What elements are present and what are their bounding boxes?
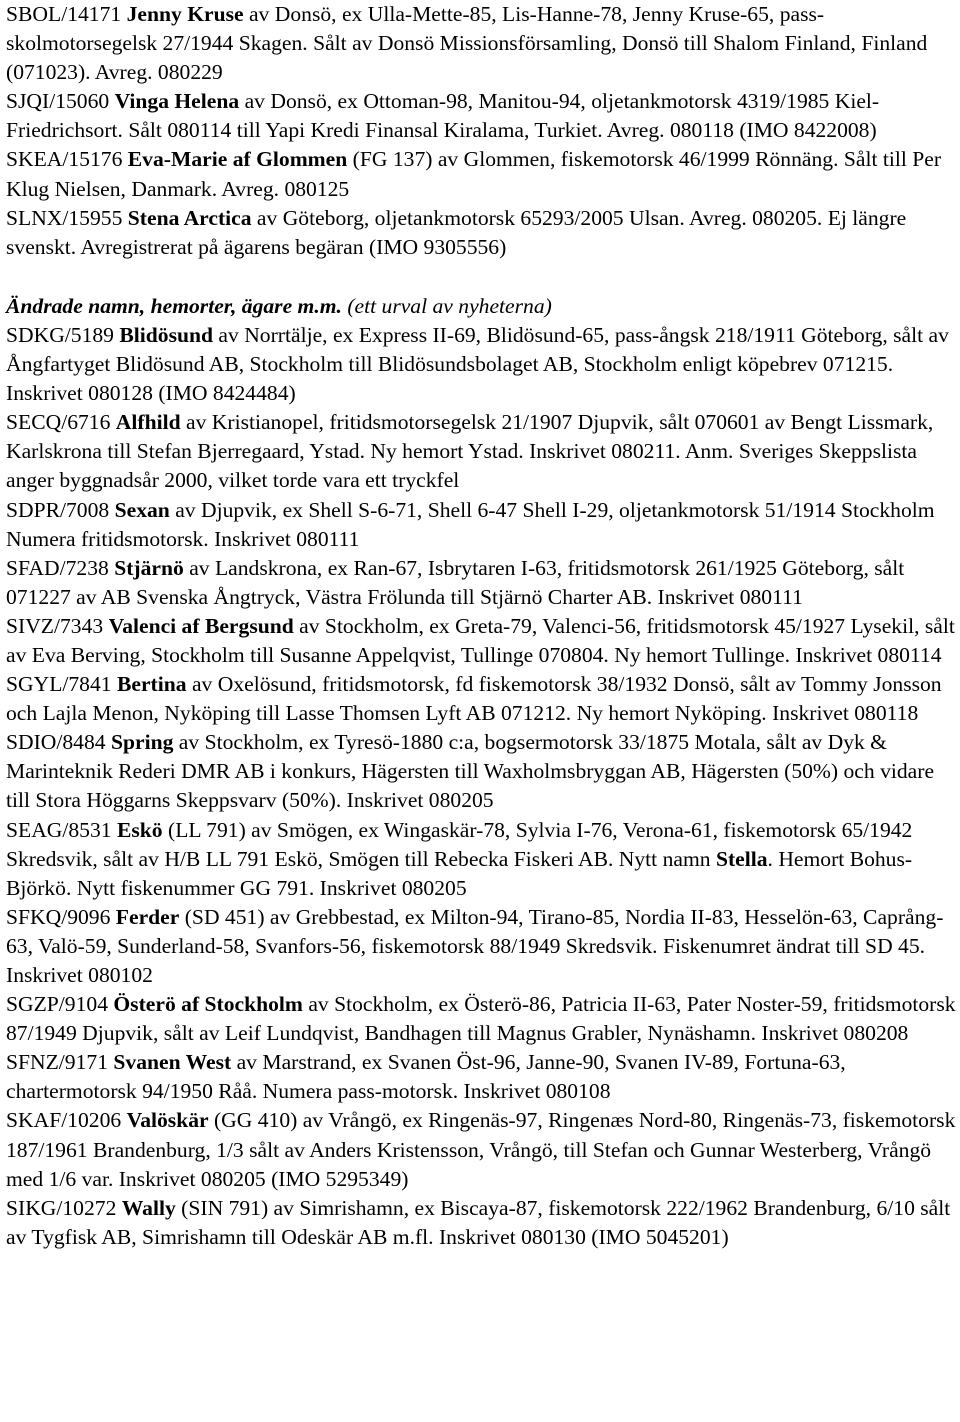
vessel-entry — [6, 496, 956, 554]
vessel-details: av Kristianopel, fritidsmotorsegelsk 21/1907 Djupvik, sålt 070601 av Bengt Lissmark, Karlskrona till Stefan Bjerregaard, Ystad. Ny hemort Ystad. Inskrivet 080211. Anm. Sveriges Skeppslista anger byggnadsår 2000, vilket torde vara ett tryckfel — [6, 410, 934, 493]
call-sign: SIKG/10272 — [6, 1195, 122, 1220]
vessel-name: Valöskär — [126, 1108, 209, 1133]
call-sign: SKEA/15176 — [6, 147, 128, 172]
section-title: Ändrade namn, hemorter, ägare m.m. — [6, 293, 342, 318]
document-page — [6, 0, 956, 1252]
vessel-details: (SIN 791) av Simrishamn, ex Biscaya-87, fiskemotorsk 222/1962 Brandenburg, 6/10 sålt av Tygfisk AB, Simrishamn till Odeskär AB m.fl. Inskrivet 080130 (IMO 5045201) — [6, 1195, 951, 1249]
call-sign: SEAG/8531 — [6, 817, 117, 842]
vessel-entry — [6, 87, 956, 145]
deregistrations-list — [6, 0, 956, 262]
vessel-name: Eva-Marie af Glommen — [127, 147, 348, 172]
vessel-entry — [6, 1048, 956, 1106]
vessel-details: av Stockholm, ex Tyresö-1880 c:a, bogsermotorsk 33/1875 Motala, sålt av Dyk & Marinteknik Rederi DMR AB i konkurs, Hägersten till Waxholmsbryggan AB, Hägersten (50%) och vidare till Stora Höggarns Skeppsvarv (50%). Inskrivet 080205 — [6, 730, 935, 813]
vessel-details: av Stockholm, ex Österö-86, Patricia II-63, Pater Noster-59, fritidsmotorsk 87/1949 Djupvik, sålt av Leif Lundqvist, Bandhagen till Magnus Grabler, Nynäshamn. Inskrivet 080208 — [6, 992, 956, 1046]
vessel-name: Stjärnö — [114, 555, 184, 580]
vessel-name: Vinga Helena — [114, 89, 240, 114]
vessel-entry — [6, 612, 956, 670]
vessel-entry — [6, 903, 956, 990]
call-sign: SDPR/7008 — [6, 497, 115, 522]
call-sign: SECQ/6716 — [6, 410, 116, 435]
call-sign: SIVZ/7343 — [6, 613, 109, 638]
vessel-name: Österö af Stockholm — [113, 992, 303, 1017]
call-sign: SLNX/15955 — [6, 205, 128, 230]
vessel-name: Stena Arctica — [127, 205, 252, 230]
vessel-details: av Marstrand, ex Svanen Öst-96, Janne-90, Svanen IV-89, Fortuna-63, chartermotorsk 94/1950 Råå. Numera pass-motorsk. Inskrivet 080108 — [6, 1050, 846, 1104]
call-sign: SDIO/8484 — [6, 730, 111, 755]
call-sign: SBOL/14171 — [6, 2, 127, 26]
vessel-details: (LL 791) av Smögen, ex Wingaskär-78, Sylvia I-76, Verona-61, fiskemotorsk 65/1942 Skredsvik, sålt av H/B LL 791 Eskö, Smögen till Rebecka Fiskeri AB. Nytt namn — [6, 817, 913, 871]
vessel-name: Blidösund — [119, 322, 214, 347]
vessel-details: av Oxelösund, fritidsmotorsk, fd fiskemotorsk 38/1932 Donsö, sålt av Tommy Jonsson och Lajla Menon, Nyköping till Lasse Thomsen Lyft AB 071212. Ny hemort Nyköping. Inskrivet 080118 — [6, 672, 942, 726]
vessel-name: Valenci af Bergsund — [108, 613, 294, 638]
vessel-entry — [6, 1194, 956, 1252]
vessel-entry — [6, 1106, 956, 1193]
section-subtitle: (ett urval av nyheterna) — [341, 293, 552, 318]
vessel-details: (FG 137) av Glommen, fiskemotorsk 46/1999 Rönnäng. Sålt till Per Klug Nielsen, Danmark. Avreg. 080125 — [6, 147, 942, 201]
vessel-details: av Norrtälje, ex Express II-69, Blidösund-65, pass-ångsk 218/1911 Göteborg, sålt av Ångfartyget Blidösund AB, Stockholm till Blidösundsbolaget AB, Stockholm enligt köpebrev 071215. Inskrivet 080128 (IMO 8424484) — [6, 322, 949, 406]
section-heading — [6, 292, 956, 321]
call-sign: SFKQ/9096 — [6, 904, 116, 929]
vessel-entry — [6, 0, 956, 87]
vessel-details: av Donsö, ex Ottoman-98, Manitou-94, oljetankmotorsk 4319/1985 Kiel-Friedrichsort. Sålt 080114 till Yapi Kredi Finansal Kiralama, Turkiet. Avreg. 080118 (IMO 8422008) — [6, 89, 880, 143]
vessel-details: av Donsö, ex Ulla-Mette-85, Lis-Hanne-78, Jenny Kruse-65, pass-skolmotorsegelsk 27/1944 Skagen. Sålt av Donsö Missionsförsamling, Donsö till Shalom Finland, Finland (071023). Avreg. 080229 — [6, 2, 928, 85]
vessel-name: Svanen West — [113, 1050, 232, 1075]
vessel-entry — [6, 670, 956, 728]
vessel-details-continued: . Hemort Bohus-Björkö. Nytt fiskenummer GG 791. Inskrivet 080205 — [6, 846, 913, 900]
vessel-entry — [6, 554, 956, 612]
changes-list — [6, 321, 956, 1252]
vessel-details: av Stockholm, ex Greta-79, Valenci-56, fritidsmotorsk 45/1927 Lysekil, sålt av Eva Berving, Stockholm till Susanne Appelqvist, Tullinge 070804. Ny hemort Tullinge. Inskrivet 080114 — [6, 613, 955, 667]
vessel-details: (GG 410) av Vrångö, ex Ringenäs-97, Ringenæs Nord-80, Ringenäs-73, fiskemotorsk 187/1961 Brandenburg, 1/3 sålt av Anders Kristensson, Vrångö, till Stefan och Gunnar Westerberg, Vrångö med 1/6 var. Inskrivet 080205 (IMO 5295349) — [6, 1108, 956, 1191]
vessel-name: Bertina — [116, 672, 187, 697]
new-vessel-name: Stella — [715, 846, 768, 871]
call-sign: SFNZ/9171 — [6, 1050, 114, 1075]
vessel-name: Ferder — [115, 904, 180, 929]
vessel-name: Wally — [121, 1195, 176, 1220]
vessel-entry — [6, 816, 956, 903]
call-sign: SFAD/7238 — [6, 555, 115, 580]
vessel-details: av Djupvik, ex Shell S-6-71, Shell 6-47 Shell I-29, oljetankmotorsk 51/1914 Stockholm Numera fritidsmotorsk. Inskrivet 080111 — [6, 497, 935, 551]
call-sign: SDKG/5189 — [6, 322, 120, 347]
vessel-details: av Landskrona, ex Ran-67, Isbrytaren I-63, fritidsmotorsk 261/1925 Göteborg, sålt 071227 av AB Svenska Ångtryck, Västra Frölunda till Stjärnö Charter AB. Inskrivet 080111 — [6, 555, 905, 609]
vessel-entry — [6, 990, 956, 1048]
vessel-entry — [6, 145, 956, 203]
call-sign: SKAF/10206 — [6, 1108, 127, 1133]
vessel-details: av Göteborg, oljetankmotorsk 65293/2005 Ulsan. Avreg. 080205. Ej längre svenskt. Avregistrerat på ägarens begäran (IMO 9305556) — [6, 205, 907, 259]
vessel-entry — [6, 408, 956, 495]
vessel-entry — [6, 321, 956, 408]
vessel-name: Spring — [110, 730, 174, 755]
vessel-details: (SD 451) av Grebbestad, ex Milton-94, Tirano-85, Nordia II-83, Hesselön-63, Caprång-63, Valö-59, Sunderland-58, Svanfors-56, fiskemotorsk 88/1949 Skredsvik. Fiskenumret ändrat till SD 45. Inskrivet 080102 — [6, 904, 944, 987]
vessel-entry — [6, 728, 956, 815]
vessel-entry — [6, 204, 956, 262]
call-sign: SGYL/7841 — [6, 672, 117, 697]
vessel-name: Sexan — [114, 497, 170, 522]
vessel-name: Jenny Kruse — [126, 2, 244, 26]
vessel-name: Eskö — [116, 817, 163, 842]
call-sign: SJQI/15060 — [6, 89, 115, 114]
call-sign: SGZP/9104 — [6, 992, 114, 1017]
vessel-name: Alfhild — [115, 410, 181, 435]
